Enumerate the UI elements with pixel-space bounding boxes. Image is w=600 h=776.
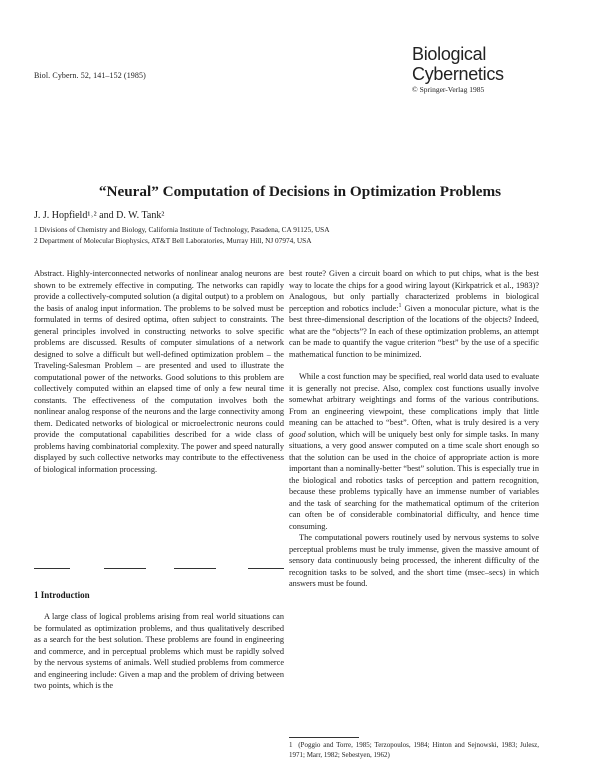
journal-citation: Biol. Cybern. 52, 141–152 (1985) (34, 71, 146, 80)
footnote-number: 1 (289, 741, 293, 749)
affiliation-1: 1 Divisions of Chemistry and Biology, California Institute of Technology, Pasadena, CA 91125, USA (34, 225, 330, 234)
emphasis-good: good (289, 429, 306, 439)
publisher-line: © Springer-Verlag 1985 (412, 85, 485, 94)
introduction-text (34, 611, 284, 692)
footnote-marker: 1 (398, 302, 402, 309)
affiliation-2: 2 Department of Molecular Biophysics, AT&T Bell Laboratories, Murray Hill, NJ 07974, USA (34, 236, 312, 245)
footnote-text: (Poggio and Torre, 1985; Terzopoulos, 1984; Hinton and Sejnowski, 1983; Julesz, 1971; Marr, 1982; Sebestyen, 1962) (289, 741, 540, 759)
authors: J. J. Hopfield¹˒² and D. W. Tank² (34, 210, 165, 221)
footnote-rule (289, 737, 359, 738)
abstract (34, 268, 284, 475)
right-paragraph-2: While a cost function may be specified, real world data used to evaluate it is generally not precise. Also, complex cost functions usually involve somewhat arbitrary weightings and forms of the various contributions. From an engineering viewpoint, these complications imply that little meaning can be attached to “best”. Often, what is truly desired is a very good solution, which will be uniquely best only for simple tasks. In many situations, a very good answer computed on a time scale short enough so that the solution can be used in the choice of appropriate action is more important than a nominally-better “best” solution. This is especially true in the biological and robotics tasks of perception and pattern recognition, because these problems typically have an immense number of variables and the task of searching for the mathematical optimum of the criterion can often be of considerable combinatorial difficulty, and hence time consuming. (289, 372, 539, 531)
separator-segment (104, 568, 146, 569)
right-paragraph-1: best route? Given a circuit board on which to put chips, what is the best way to locate the chips for a good wiring layout (Kirkpatrick et al., 1983)? Analogous, but only partially characterized problems in biological perception and robotics include:$^1$ Given a monocular picture, what is the best three-dimensional description of the locations of the objects? Indeed, what are the “objects”? In each of these optimization problems, an attempt can be made to quantify the vague criterion “best” by the use of a specific mathematical function to be minimized. (289, 269, 539, 359)
footnote (289, 741, 539, 760)
separator-segment (174, 568, 216, 569)
abstract-separator (34, 568, 284, 570)
right-column (289, 268, 539, 590)
section-heading: 1 Introduction (34, 590, 90, 600)
journal-name-line2: Cybernetics (412, 64, 504, 84)
journal-logo (412, 44, 532, 94)
abstract-label: Abstract. (34, 269, 65, 278)
intro-paragraph: A large class of logical problems arising from real world situations can be formulated as optimization problems, and thus qualitatively described as a search for the best solution. These problems are found in engineering and commerce, and in perceptual problems which must be rapidly solved by the nervous systems of animals. Well studied problems from commerce and engineering include: Given a map and the problem of driving between two points, which is the (34, 612, 284, 690)
paper-title: “Neural” Computation of Decisions in Optimization Problems (98, 183, 502, 200)
separator-segment (34, 568, 70, 569)
right-paragraph-3: The computational powers routinely used by nervous systems to solve perceptual problems must be truly immense, given the massive amount of sensory data continuously being processed, the inherent difficulty of the recognition tasks to be solved, and the short time (msec–secs) in which answers must be found. (289, 533, 539, 588)
abstract-text: Highly-interconnected networks of nonlinear analog neurons are shown to be extremely effective in computing. The networks can rapidly provide a collectively-computed solution (a digital output) to a problem on the basis of analog input information. The problems to be solved must be formulated in terms of desired optima, often subject to constraints. The general principles involved in constructing networks to solve specific problems are discussed. Results of computer simulations of a network designed to solve a difficult but well-defined optimization problem – the Traveling-Salesman Problem – are presented and used to illustrate the computational power of the networks. Good solutions to this problem are collectively computed within an elapsed time of only a few neural time constants. The effectiveness of the computation involves both the nonlinear analog response of the neurons and the large connectivity among them. Dedicated networks of biological or microelectronic neurons could provide the computational capabilities described for a wide class of problems having combinatorial complexity. The power and speed naturally displayed by such collective networks may contribute to the effectiveness of biological information processing. (34, 269, 284, 474)
separator-segment (248, 568, 284, 569)
journal-name-line1: Biological (412, 44, 487, 64)
